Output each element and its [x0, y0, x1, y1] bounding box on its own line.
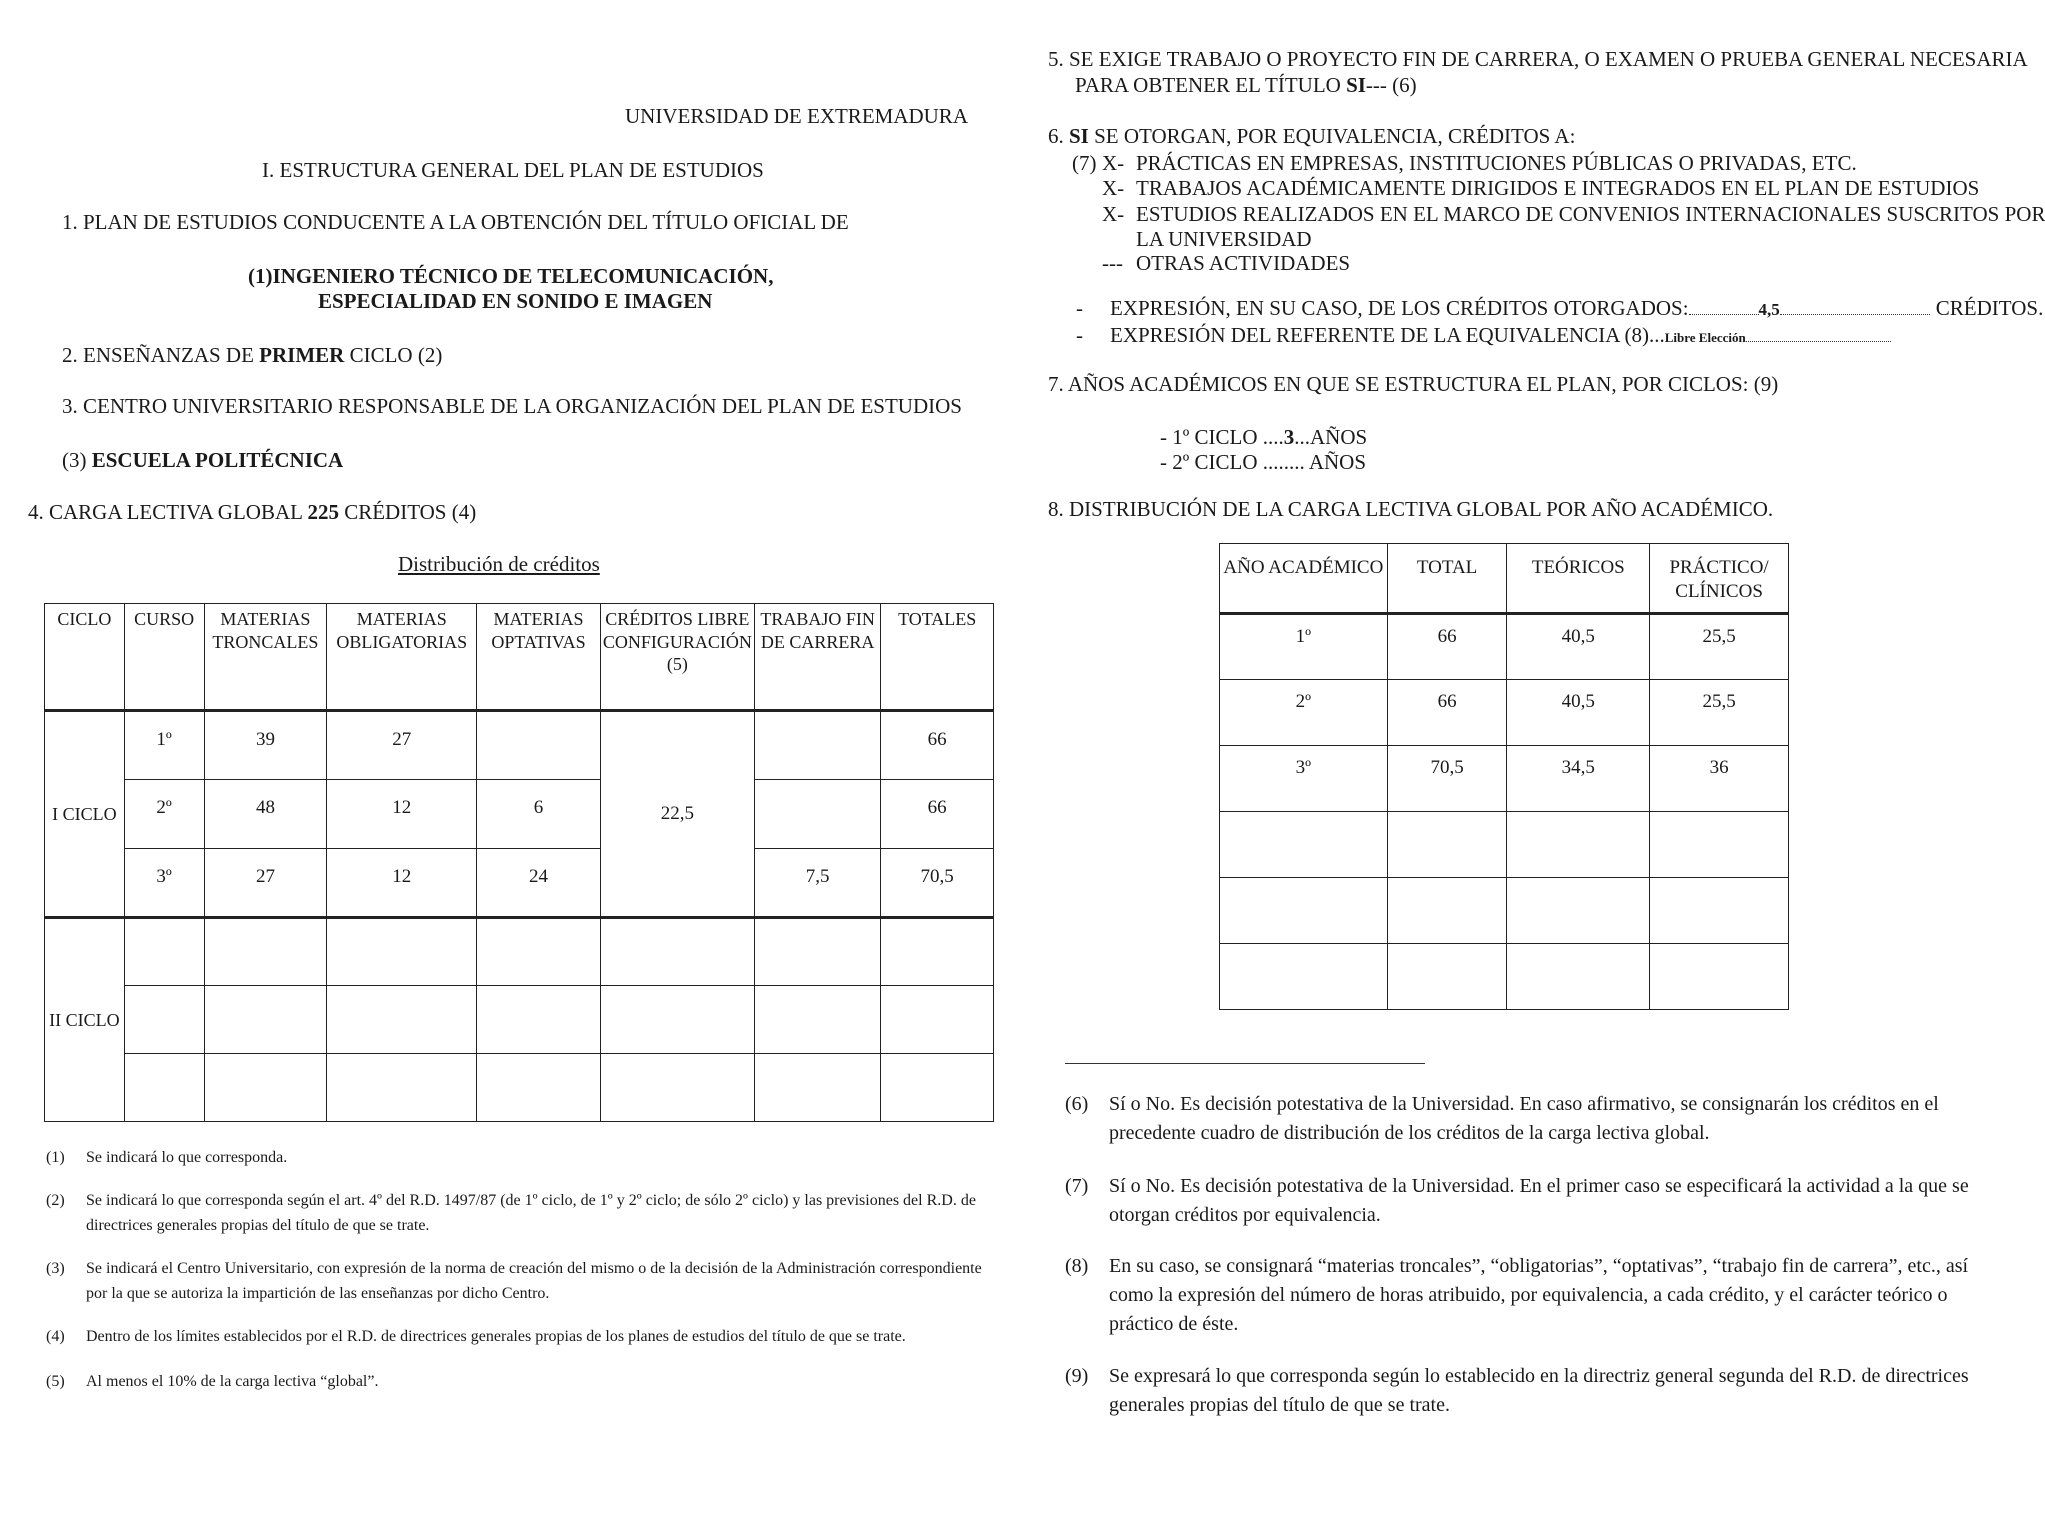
degree-title-line2: ESPECIALIDAD EN SONIDO E IMAGEN — [318, 289, 713, 313]
equivalence-list-item — [1102, 251, 1350, 276]
center-value: ESCUELA POLITÉCNICA — [91, 448, 344, 472]
list-text: OTRAS ACTIVIDADES — [1136, 251, 1351, 275]
troncales-cell: 48 — [204, 780, 327, 849]
item-5-answer: SI — [1346, 73, 1366, 97]
total-cell: 70,5 — [1387, 746, 1507, 812]
footnote-8 — [1065, 1252, 1995, 1342]
header-troncales: MATERIAS TRONCALES — [204, 604, 327, 711]
table-row — [1220, 746, 1789, 812]
optativas-cell: 24 — [477, 849, 601, 918]
anio-cell: 3º — [1220, 746, 1388, 812]
footnote-text: Se indicará lo que corresponda según el art. 4º del R.D. 1497/87 (de 1º ciclo, de 1º y 2º ciclo; de sólo 2º ciclo) y las previsiones del R.D. de directrices generales propias del título de que se trate. — [86, 1192, 976, 1234]
list-mark: X- — [1102, 151, 1125, 175]
item-2 — [62, 343, 442, 368]
libre-configuracion-cell: 22,5 — [600, 711, 754, 918]
cycle-1-value: 3 — [1283, 425, 1295, 449]
footnote-5 — [46, 1370, 986, 1400]
footnote-4 — [46, 1325, 986, 1355]
header-libre-configuracion: CRÉDITOS LIBRE CONFIGURACIÓN (5) — [600, 604, 754, 711]
degree-title-line1: (1)INGENIERO TÉCNICO DE TELECOMUNICACIÓN, — [248, 264, 774, 288]
item-6-post: SE OTORGAN, POR EQUIVALENCIA, CRÉDITOS A: — [1088, 124, 1576, 148]
expression-reference-label: EXPRESIÓN DEL REFERENTE DE LA EQUIVALENCIA (8)... — [1110, 323, 1665, 347]
header-teoricos: TEÓRICOS — [1507, 544, 1650, 614]
equivalence-list-item — [1102, 202, 2045, 227]
table-row — [45, 918, 994, 986]
university-name: UNIVERSIDAD DE EXTREMADURA — [625, 104, 968, 128]
credits-distribution-table — [44, 603, 994, 1122]
header-optativas: MATERIAS OPTATIVAS — [477, 604, 601, 711]
header-obligatorias: MATERIAS OBLIGATORIAS — [327, 604, 477, 711]
footnote-text: Se indicará lo que corresponda. — [86, 1149, 288, 1166]
footnote-9 — [1065, 1362, 1995, 1422]
footnote-1 — [46, 1146, 986, 1176]
table-row — [45, 711, 994, 780]
item-3: 3. CENTRO UNIVERSITARIO RESPONSABLE DE LA ORGANIZACIÓN DEL PLAN DE ESTUDIOS — [62, 394, 962, 418]
item-2-cycle: PRIMER — [259, 343, 345, 367]
practicos-cell: 25,5 — [1650, 614, 1789, 680]
table-row — [1220, 614, 1789, 680]
cycle-1-pre: - 1º CICLO .... — [1160, 425, 1284, 449]
header-practicos: PRÁCTICO/ CLÍNICOS — [1650, 544, 1789, 614]
expression-credits-label: EXPRESIÓN, EN SU CASO, DE LOS CRÉDITOS OTORGADOS: — [1110, 296, 1689, 320]
dash: - — [1076, 323, 1083, 347]
footnote-text: Se expresará lo que corresponda según lo establecido en la directriz general segunda del R.D. de directrices generales propias del título de que se trate. — [1109, 1365, 1969, 1416]
table-row — [1220, 812, 1789, 878]
footnote-separator — [1065, 1063, 1425, 1064]
table-row — [45, 849, 994, 918]
item-1: 1. PLAN DE ESTUDIOS CONDUCENTE A LA OBTENCIÓN DEL TÍTULO OFICIAL DE — [62, 210, 849, 234]
troncales-cell: 27 — [204, 849, 327, 918]
expression-credits-value: 4,5 — [1758, 300, 1780, 319]
list-text: ESTUDIOS REALIZADOS EN EL MARCO DE CONVENIOS INTERNACIONALES SUSCRITOS POR — [1136, 202, 2045, 226]
curso-cell: 1º — [124, 711, 204, 780]
ciclo-2-label: II CICLO — [45, 918, 125, 1122]
expression-reference-value: Libre Elección — [1664, 330, 1746, 345]
obligatorias-cell: 12 — [327, 849, 477, 918]
item-6-pre: 6. — [1048, 124, 1069, 148]
footnote-number: (2) — [46, 1192, 65, 1209]
totales-cell: 66 — [881, 711, 994, 780]
footnote-number: (5) — [46, 1373, 65, 1390]
footnote-text: Dentro de los límites establecidos por el R.D. de directrices generales propias de los planes de estudios del título de que se trate. — [86, 1328, 906, 1345]
header-total: TOTAL — [1387, 544, 1507, 614]
trabajo-cell — [754, 711, 881, 780]
footnote-text: Sí o No. Es decisión potestativa de la Universidad. En caso afirmativo, se consignarán los créditos en el precedente cuadro de distribución de los créditos de la carga lectiva global. — [1109, 1093, 1939, 1144]
equivalence-list-item — [1102, 227, 1312, 252]
center-marker: (3) — [62, 448, 92, 472]
footnote-text: Sí o No. Es decisión potestativa de la Universidad. En el primer caso se especificará la actividad a la que se otorgan créditos por equivalencia. — [1109, 1175, 1969, 1226]
header-curso: CURSO — [124, 604, 204, 711]
footnote-6 — [1065, 1090, 1995, 1150]
optativas-cell — [477, 711, 601, 780]
footnote-number: (7) — [1065, 1175, 1089, 1197]
cycle-1-post: ...AÑOS — [1294, 425, 1368, 449]
item-4 — [28, 500, 476, 525]
item-6-answer: SI — [1069, 124, 1089, 148]
obligatorias-cell: 27 — [327, 711, 477, 780]
anio-cell: 2º — [1220, 680, 1388, 746]
practicos-cell: 36 — [1650, 746, 1789, 812]
table-row — [45, 1054, 994, 1122]
item-6-marker: (7) — [1072, 151, 1097, 175]
list-text: TRABAJOS ACADÉMICAMENTE DIRIGIDOS E INTEGRADOS EN EL PLAN DE ESTUDIOS — [1136, 176, 1980, 200]
optativas-cell: 6 — [477, 780, 601, 849]
table-row — [1220, 944, 1789, 1010]
equivalence-list-item — [1102, 176, 1979, 201]
footnote-number: (1) — [46, 1149, 65, 1166]
section-title: I. ESTRUCTURA GENERAL DEL PLAN DE ESTUDIOS — [262, 158, 764, 182]
total-cell: 66 — [1387, 614, 1507, 680]
table-row — [1220, 680, 1789, 746]
item-4-credits: 225 — [307, 500, 339, 524]
footnote-2 — [46, 1189, 986, 1243]
list-text: PRÁCTICAS EN EMPRESAS, INSTITUCIONES PÚBLICAS O PRIVADAS, ETC. — [1136, 151, 1857, 175]
expression-credits-unit: CRÉDITOS. — [1935, 296, 2044, 320]
list-mark: X- — [1102, 202, 1125, 226]
item-4-post: CRÉDITOS (4) — [338, 500, 477, 524]
distribution-title: Distribución de créditos — [398, 552, 600, 576]
footnote-number: (4) — [46, 1328, 65, 1345]
ciclo-1-label: I CICLO — [45, 711, 125, 918]
item-6 — [1048, 124, 1575, 149]
annual-load-table — [1219, 543, 1789, 1010]
trabajo-cell: 7,5 — [754, 849, 881, 918]
trabajo-cell — [754, 780, 881, 849]
totales-cell: 66 — [881, 780, 994, 849]
equivalence-list-item — [1102, 151, 1857, 176]
footnote-text: En su caso, se consignará “materias troncales”, “obligatorias”, “optativas”, “trabajo fin de carrera”, etc., así como la expresión del número de horas atribuido, por equivalencia, a cada crédito, y el carácter teórico o práctico de éste. — [1109, 1255, 1969, 1335]
header-trabajo-fin-carrera: TRABAJO FIN DE CARRERA — [754, 604, 881, 711]
footnote-7 — [1065, 1172, 1995, 1232]
total-cell: 66 — [1387, 680, 1507, 746]
table-header-row — [45, 604, 994, 711]
teoricos-cell: 40,5 — [1507, 614, 1650, 680]
header-totales: TOTALES — [881, 604, 994, 711]
footnote-text: Al menos el 10% de la carga lectiva “global”. — [86, 1373, 379, 1390]
practicos-cell: 25,5 — [1650, 680, 1789, 746]
item-8: 8. DISTRIBUCIÓN DE LA CARGA LECTIVA GLOBAL POR AÑO ACADÉMICO. — [1048, 497, 1774, 521]
footnote-number: (9) — [1065, 1365, 1089, 1387]
table-header-row — [1220, 544, 1789, 614]
table-row — [45, 780, 994, 849]
footnote-text: Se indicará el Centro Universitario, con expresión de la norma de creación del mismo o de la decisión de la Administración correspondiente por la que se autoriza la impartición de las enseñanzas por dicho Centro. — [86, 1260, 982, 1302]
cycle-1-years — [1160, 425, 1367, 450]
teoricos-cell: 34,5 — [1507, 746, 1650, 812]
header-ciclo: CICLO — [45, 604, 125, 711]
expression-credits — [1076, 296, 2043, 321]
item-4-pre: 4. CARGA LECTIVA GLOBAL — [28, 500, 308, 524]
expression-reference — [1076, 323, 1891, 348]
item-5-line1: 5. SE EXIGE TRABAJO O PROYECTO FIN DE CARRERA, O EXAMEN O PRUEBA GENERAL NECESARIA — [1048, 47, 2028, 71]
curso-cell: 3º — [124, 849, 204, 918]
footnote-number: (6) — [1065, 1093, 1089, 1115]
obligatorias-cell: 12 — [327, 780, 477, 849]
troncales-cell: 39 — [204, 711, 327, 780]
table-row — [45, 986, 994, 1054]
totales-cell: 70,5 — [881, 849, 994, 918]
curso-cell: 2º — [124, 780, 204, 849]
header-anio: AÑO ACADÉMICO — [1220, 544, 1388, 614]
anio-cell: 1º — [1220, 614, 1388, 680]
list-mark: --- — [1102, 251, 1123, 275]
table-row — [1220, 878, 1789, 944]
footnote-3 — [46, 1257, 986, 1311]
list-mark: X- — [1102, 176, 1125, 200]
teoricos-cell: 40,5 — [1507, 680, 1650, 746]
item-7: 7. AÑOS ACADÉMICOS EN QUE SE ESTRUCTURA EL PLAN, POR CICLOS: (9) — [1048, 372, 1779, 396]
list-text: LA UNIVERSIDAD — [1136, 227, 1312, 251]
item-2-pre: 2. ENSEÑANZAS DE — [62, 343, 260, 367]
item-5-line2 — [1075, 73, 1417, 98]
footnote-number: (8) — [1065, 1255, 1089, 1277]
dash: - — [1076, 296, 1083, 320]
item-5-post: --- (6) — [1365, 73, 1417, 97]
cycle-2-years: - 2º CICLO ........ AÑOS — [1160, 450, 1367, 474]
item-2-post: CICLO (2) — [344, 343, 443, 367]
item-5-pre: PARA OBTENER EL TÍTULO — [1075, 73, 1347, 97]
center-name — [62, 448, 343, 473]
footnote-number: (3) — [46, 1260, 65, 1277]
